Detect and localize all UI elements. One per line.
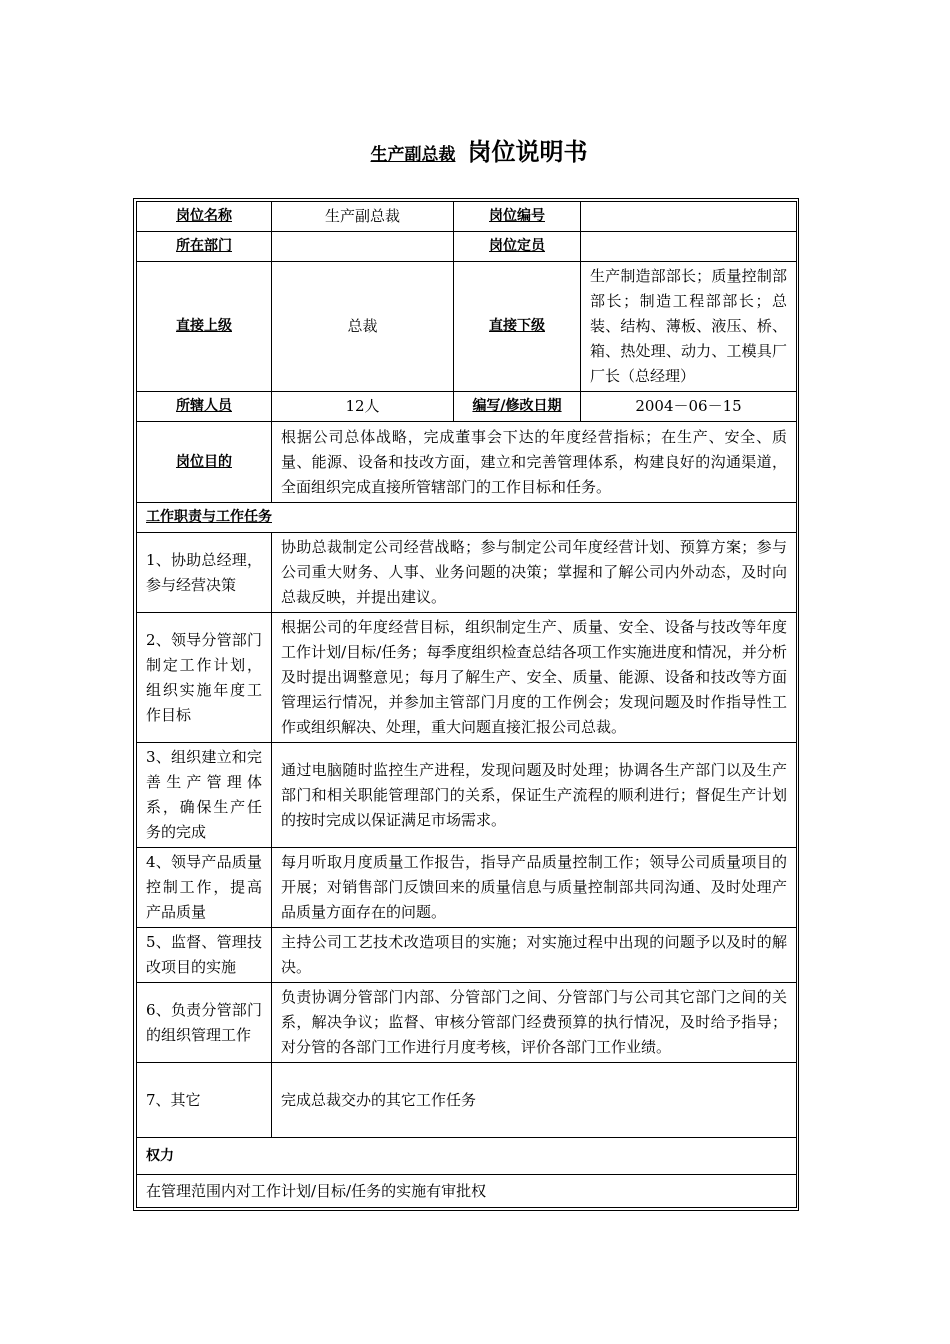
value-staff: 12人 <box>272 392 454 422</box>
job-description-table <box>133 198 799 1211</box>
title-position: 生产副总裁 <box>370 145 456 165</box>
label-staff: 所辖人员 <box>137 392 272 422</box>
value-edit-date: 2004－06－15 <box>581 392 797 422</box>
duty-detail: 完成总裁交办的其它工作任务 <box>272 1063 797 1138</box>
row-reporting <box>137 262 797 392</box>
row-authority-heading <box>137 1138 797 1175</box>
row-authority <box>137 1175 797 1208</box>
duty-row <box>137 983 797 1063</box>
value-position-code <box>581 202 797 232</box>
label-edit-date: 编写/修改日期 <box>454 392 581 422</box>
authority-text: 在管理范围内对工作计划/目标/任务的实施有审批权 <box>137 1175 797 1208</box>
duty-title: 7、其它 <box>137 1063 272 1138</box>
value-headcount <box>581 232 797 262</box>
row-purpose <box>137 422 797 503</box>
label-purpose: 岗位目的 <box>137 422 272 503</box>
authority-heading: 权力 <box>137 1138 797 1175</box>
label-subordinate: 直接下级 <box>454 262 581 392</box>
label-superior: 直接上级 <box>137 262 272 392</box>
duty-row <box>137 613 797 743</box>
duty-detail: 通过电脑随时监控生产进程，发现问题及时处理；协调各生产部门以及生产部门和相关职能管理部门的关系，保证生产流程的顺利进行；督促生产计划的按时完成以保证满足市场需求。 <box>272 743 797 848</box>
duty-title: 4、领导产品质量控制工作，提高产品质量 <box>137 848 272 928</box>
row-department <box>137 232 797 262</box>
duties-heading: 工作职责与工作任务 <box>137 503 797 533</box>
label-position-code: 岗位编号 <box>454 202 581 232</box>
duty-detail: 协助总裁制定公司经营战略；参与制定公司年度经营计划、预算方案；参与公司重大财务、人事、业务问题的决策；掌握和了解公司内外动态，及时向总裁反映，并提出建议。 <box>272 533 797 613</box>
duty-row <box>137 743 797 848</box>
duty-title: 5、监督、管理技改项目的实施 <box>137 928 272 983</box>
row-duties-heading <box>137 503 797 533</box>
duty-title: 1、协助总经理，参与经营决策 <box>137 533 272 613</box>
duty-detail: 负责协调分管部门内部、分管部门之间、分管部门与公司其它部门之间的关系，解决争议；监督、审核分管部门经费预算的执行情况，及时给予指导；对分管的各部门工作进行月度考核，评价各部门工作业绩。 <box>272 983 797 1063</box>
title-main: 岗位说明书 <box>467 138 588 166</box>
duty-title: 2、领导分管部门制定工作计划，组织实施年度工作目标 <box>137 613 272 743</box>
label-headcount: 岗位定员 <box>454 232 581 262</box>
duty-row <box>137 1063 797 1138</box>
label-department: 所在部门 <box>137 232 272 262</box>
label-position-name: 岗位名称 <box>137 202 272 232</box>
row-staff <box>137 392 797 422</box>
duty-detail: 每月听取月度质量工作报告，指导产品质量控制工作；领导公司质量项目的开展；对销售部门反馈回来的质量信息与质量控制部共同沟通、及时处理产品质量方面存在的问题。 <box>272 848 797 928</box>
duty-title: 3、组织建立和完善生产管理体系，确保生产任务的完成 <box>137 743 272 848</box>
value-superior: 总裁 <box>272 262 454 392</box>
value-purpose: 根据公司总体战略，完成董事会下达的年度经营指标；在生产、安全、质量、能源、设备和技改方面，建立和完善管理体系，构建良好的沟通渠道，全面组织完成直接所管辖部门的工作目标和任务。 <box>272 422 797 503</box>
value-position-name: 生产副总裁 <box>272 202 454 232</box>
duty-row <box>137 848 797 928</box>
duty-row <box>137 533 797 613</box>
value-subordinate: 生产制造部部长；质量控制部部长；制造工程部部长；总装、结构、薄板、液压、桥、箱、热处理、动力、工模具厂厂长（总经理） <box>581 262 797 392</box>
duty-row <box>137 928 797 983</box>
duty-detail: 主持公司工艺技术改造项目的实施；对实施过程中出现的问题予以及时的解决。 <box>272 928 797 983</box>
document-title <box>0 132 950 167</box>
duty-detail: 根据公司的年度经营目标，组织制定生产、质量、安全、设备与技改等年度工作计划/目标/任务；每季度组织检查总结各项工作实施进度和情况，并分析及时提出调整意见；每月了解生产、安全、质量、能源、设备和技改等方面管理运行情况，并参加主管部门月度的工作例会；发现问题及时作指导性工作或组织解决、处理，重大问题直接汇报公司总裁。 <box>272 613 797 743</box>
row-name <box>137 202 797 232</box>
value-department <box>272 232 454 262</box>
duty-title: 6、负责分管部门的组织管理工作 <box>137 983 272 1063</box>
